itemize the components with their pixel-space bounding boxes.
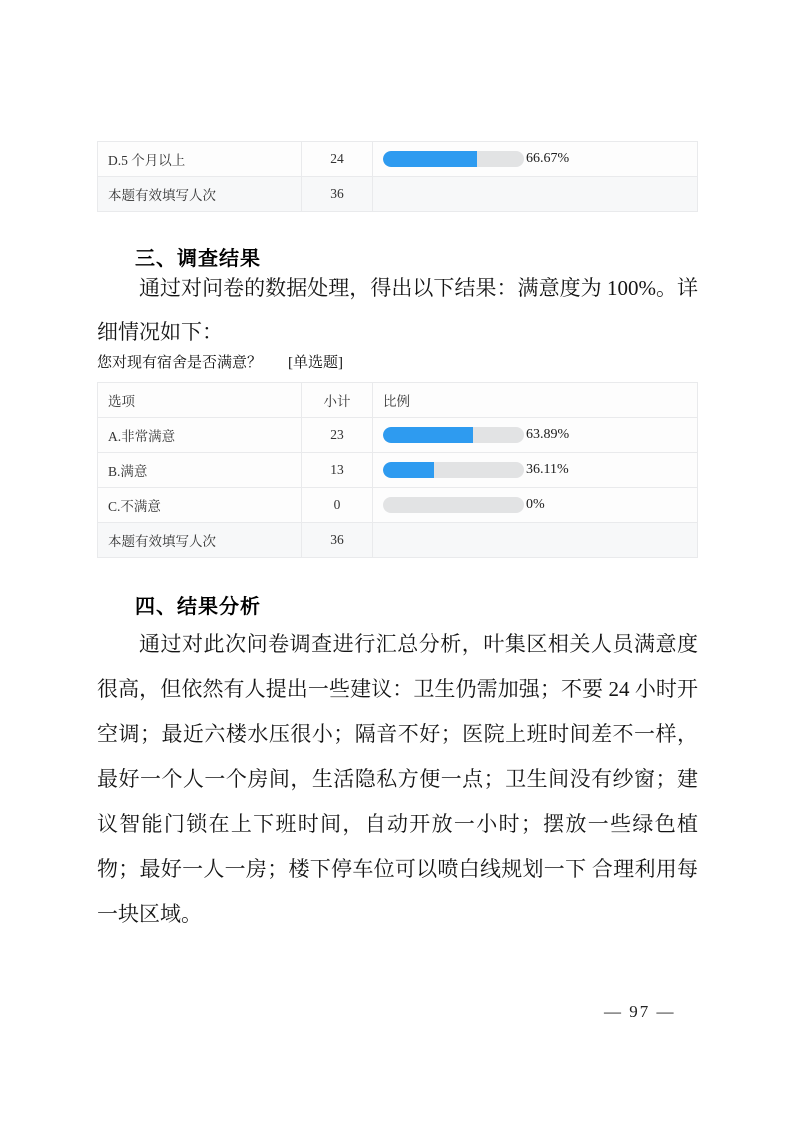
ratio-cell-empty	[373, 523, 698, 558]
section-4-paragraph: 通过对此次问卷调查进行汇总分析，叶集区相关人员满意度很高，但依然有人提出一些建议：卫生仍需加强；不要 24 小时开空调；最近六楼水压很小；隔音不好；医院上班时间差不一样，最好一个人一个房间，生活隐私方便一点；卫生间没有纱窗；建议智能门锁在上下班时间，自动开放一小时；摆放一些绿色植物；最好一人一房；楼下停车位可以喷白线规划一下 合理利用每一块区域。	[97, 632, 698, 926]
progress-bar	[383, 497, 524, 513]
option-cell: B.满意	[98, 453, 302, 488]
option-cell: 本题有效填写人次	[98, 177, 302, 212]
percent-label: 0%	[526, 497, 545, 512]
ratio-wrap	[383, 462, 693, 478]
ratio-cell-empty	[373, 177, 698, 212]
count-cell: 36	[302, 523, 373, 558]
ratio-cell	[373, 142, 698, 177]
option-cell: D.5 个月以上	[98, 142, 302, 177]
ratio-wrap	[383, 151, 693, 167]
table-row-total	[98, 177, 698, 212]
section-4-heading: 四、结果分析	[135, 596, 261, 618]
table-row	[98, 142, 698, 177]
progress-bar-fill	[383, 462, 434, 478]
table-row-total	[98, 523, 698, 558]
progress-bar	[383, 151, 524, 167]
option-cell: 本题有效填写人次	[98, 523, 302, 558]
section-3-heading: 三、调查结果	[135, 248, 261, 270]
question-type-tag: [单选题]	[288, 355, 344, 371]
header-option: 选项	[98, 383, 302, 418]
count-cell: 23	[302, 418, 373, 453]
count-cell: 24	[302, 142, 373, 177]
header-ratio: 比例	[373, 383, 698, 418]
percent-label: 63.89%	[526, 427, 570, 442]
progress-bar	[383, 427, 524, 443]
ratio-wrap	[383, 427, 693, 443]
satisfaction-table	[97, 382, 698, 558]
count-cell: 0	[302, 488, 373, 523]
percent-label: 36.11%	[526, 462, 569, 477]
survey-question-line	[97, 353, 698, 373]
page-number: — 97 —	[604, 1002, 676, 1021]
document-content	[97, 0, 698, 937]
count-cell: 13	[302, 453, 373, 488]
option-cell: A.非常满意	[98, 418, 302, 453]
ratio-cell	[373, 488, 698, 523]
progress-bar	[383, 462, 524, 478]
section-3-paragraph: 通过对问卷的数据处理，得出以下结果：满意度为 100%。详细情况如下：	[97, 276, 698, 344]
survey-question-text: 您对现有宿舍是否满意？	[97, 355, 263, 371]
duration-table-fragment	[97, 141, 698, 212]
progress-bar-fill	[383, 151, 477, 167]
ratio-cell	[373, 453, 698, 488]
option-cell: C.不满意	[98, 488, 302, 523]
header-count: 小计	[302, 383, 373, 418]
progress-bar-fill	[383, 427, 473, 443]
table-row	[98, 488, 698, 523]
percent-label: 66.67%	[526, 151, 570, 166]
table-row	[98, 453, 698, 488]
count-cell: 36	[302, 177, 373, 212]
ratio-wrap	[383, 497, 693, 513]
ratio-cell	[373, 418, 698, 453]
table-header-row	[98, 383, 698, 418]
table-row	[98, 418, 698, 453]
